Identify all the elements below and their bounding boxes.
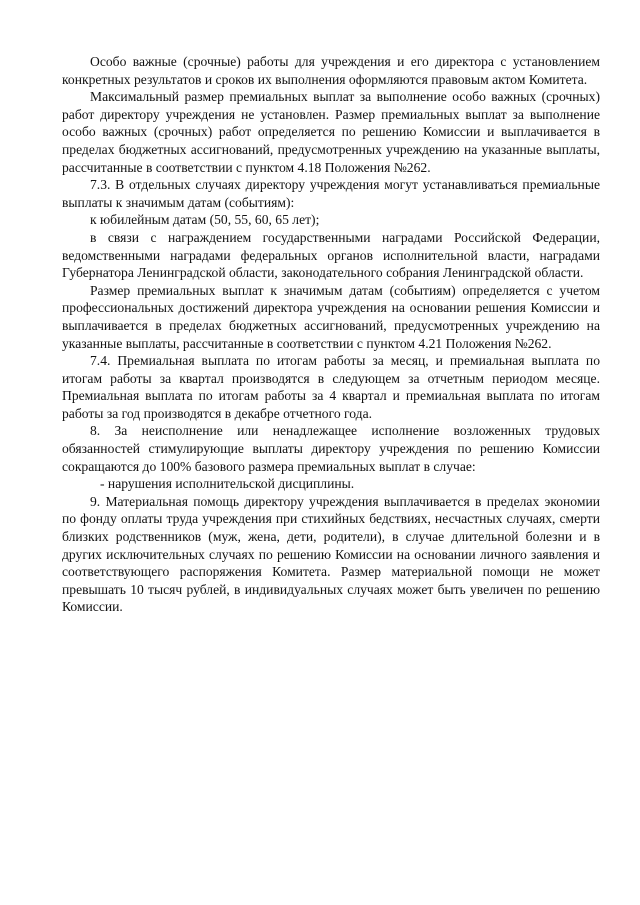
paragraph-urgent-work-acts: Особо важные (срочные) работы для учреждения и его директора с установлением конкретных результатов и сроков их выполнения оформляются правовым актом Комитета. — [62, 54, 600, 87]
document-page — [62, 53, 600, 616]
paragraph-urgent-work-bonus-size: Максимальный размер премиальных выплат за выполнение особо важных (срочных) работ директору учреждения не установлен. Размер премиальных выплат за выполнение особо важных (срочных) работ определяется по решению Комиссии и выплачивается в пределах бюджетных ассигнований, предусмотренных учреждению на указанные выплаты, рассчитанные в соответствии с пунктом 4.18 Положения №262. — [62, 89, 600, 175]
paragraph-significant-dates-bonus-size: Размер премиальных выплат к значимым датам (событиям) определяется с учетом профессиональных достижений директора учреждения на основании решения Комиссии и выплачивается в пределах бюджетных ассигнований, предусмотренных учреждению на указанные выплаты, рассчитанные в соответствии с пунктом 4.21 Положения №262. — [62, 282, 600, 351]
paragraph-7-3-significant-dates: 7.3. В отдельных случаях директору учреждения могут устанавливаться премиальные выплаты к значимым датам (событиям): — [62, 177, 600, 210]
list-item-state-awards: в связи с награждением государственными наградами Российской Федерации, ведомственными наградами федеральных органов исполнительной власти, наградами Губернатора Ленинградской области, законодательного собрания Ленинградской области. — [62, 229, 600, 281]
list-item-discipline-violation: - нарушения исполнительской дисциплины. — [100, 476, 355, 492]
paragraph-9-material-aid: 9. Материальная помощь директору учреждения выплачивается в пределах экономии по фонду оплаты труда учреждения при стихийных бедствиях, несчастных случаях, смерти близких родственников (муж, жена, дети, родители), в случае длительной болезни и в других исключительных случаях по решению Комиссии на основании личного заявления и соответствующего распоряжения Комитета. Размер материальной помощи не может превышать 10 тысяч рублей, в индивидуальных случаях может быть увеличен по решению Комиссии. — [62, 493, 600, 615]
list-item-anniversary-dates: к юбилейным датам (50, 55, 60, 65 лет); — [90, 212, 320, 228]
paragraph-8-reduction: 8. За неисполнение или ненадлежащее исполнение возложенных трудовых обязанностей стимулирующие выплаты директору учреждения по решению Комиссии сокращаются до 100% базового размера премиальных выплат в случае: — [62, 423, 600, 474]
paragraph-7-4-payment-timing: 7.4. Премиальная выплата по итогам работы за месяц, и премиальная выплата по итогам работы за квартал производятся в следующем за отчетным периодом месяце. Премиальная выплата по итогам работы за 4 квартал и премиальная выплата по итогам работы за год производятся в декабре отчетного года. — [62, 353, 600, 421]
